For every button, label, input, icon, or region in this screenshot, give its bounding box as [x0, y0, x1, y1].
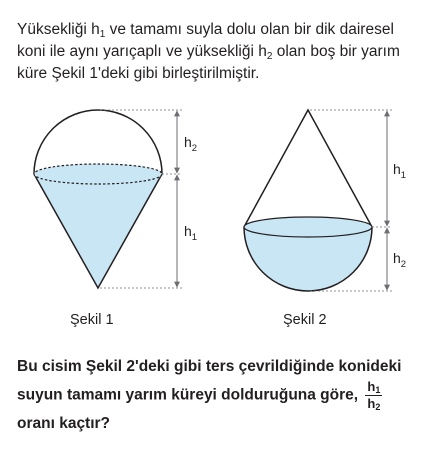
figure-1-caption: Şekil 1	[70, 312, 114, 328]
label-h1-fig1: $h_1$	[184, 223, 198, 243]
inverted-cone-outline	[244, 110, 372, 227]
fraction-denominator: $h_2$	[367, 396, 381, 412]
question-line-2: suyun tamamı yarım küreyi dolduruğuna göre, $\frac{h_1}{h_2}$	[17, 379, 381, 412]
hemisphere-rim-ellipse	[244, 217, 372, 237]
label-h2-fig1: $h_2$	[184, 134, 198, 154]
question-line-1: Bu cisim Şekil 2'deki gibi ters çevrildiğinde konideki	[17, 358, 402, 375]
question-line-3: oranı kaçtır?	[17, 415, 111, 432]
problem-line-3: küre Şekil 1'deki gibi birleştirilmiştir.	[17, 65, 260, 82]
figure-1	[34, 110, 197, 288]
ratio-fraction	[365, 380, 382, 411]
water-surface-ellipse	[34, 164, 162, 184]
problem-line-1: Yüksekliği $h_1$ ve tamamı suyla dolu olan bir dik dairesel	[17, 21, 394, 40]
fraction-numerator: $h_1$	[367, 379, 381, 395]
label-h2-fig2: $h_2$	[393, 250, 407, 270]
label-h1-fig2: $h_1$	[393, 161, 407, 181]
cone-water-fill	[34, 174, 162, 288]
problem-line-2: koni ile aynı yarıçaplı ve yüksekliği $h_2$ olan boş bir yarım	[17, 43, 400, 62]
question-text	[17, 354, 431, 436]
figure-2	[244, 110, 406, 291]
figure-2-caption: Şekil 2	[283, 312, 327, 328]
